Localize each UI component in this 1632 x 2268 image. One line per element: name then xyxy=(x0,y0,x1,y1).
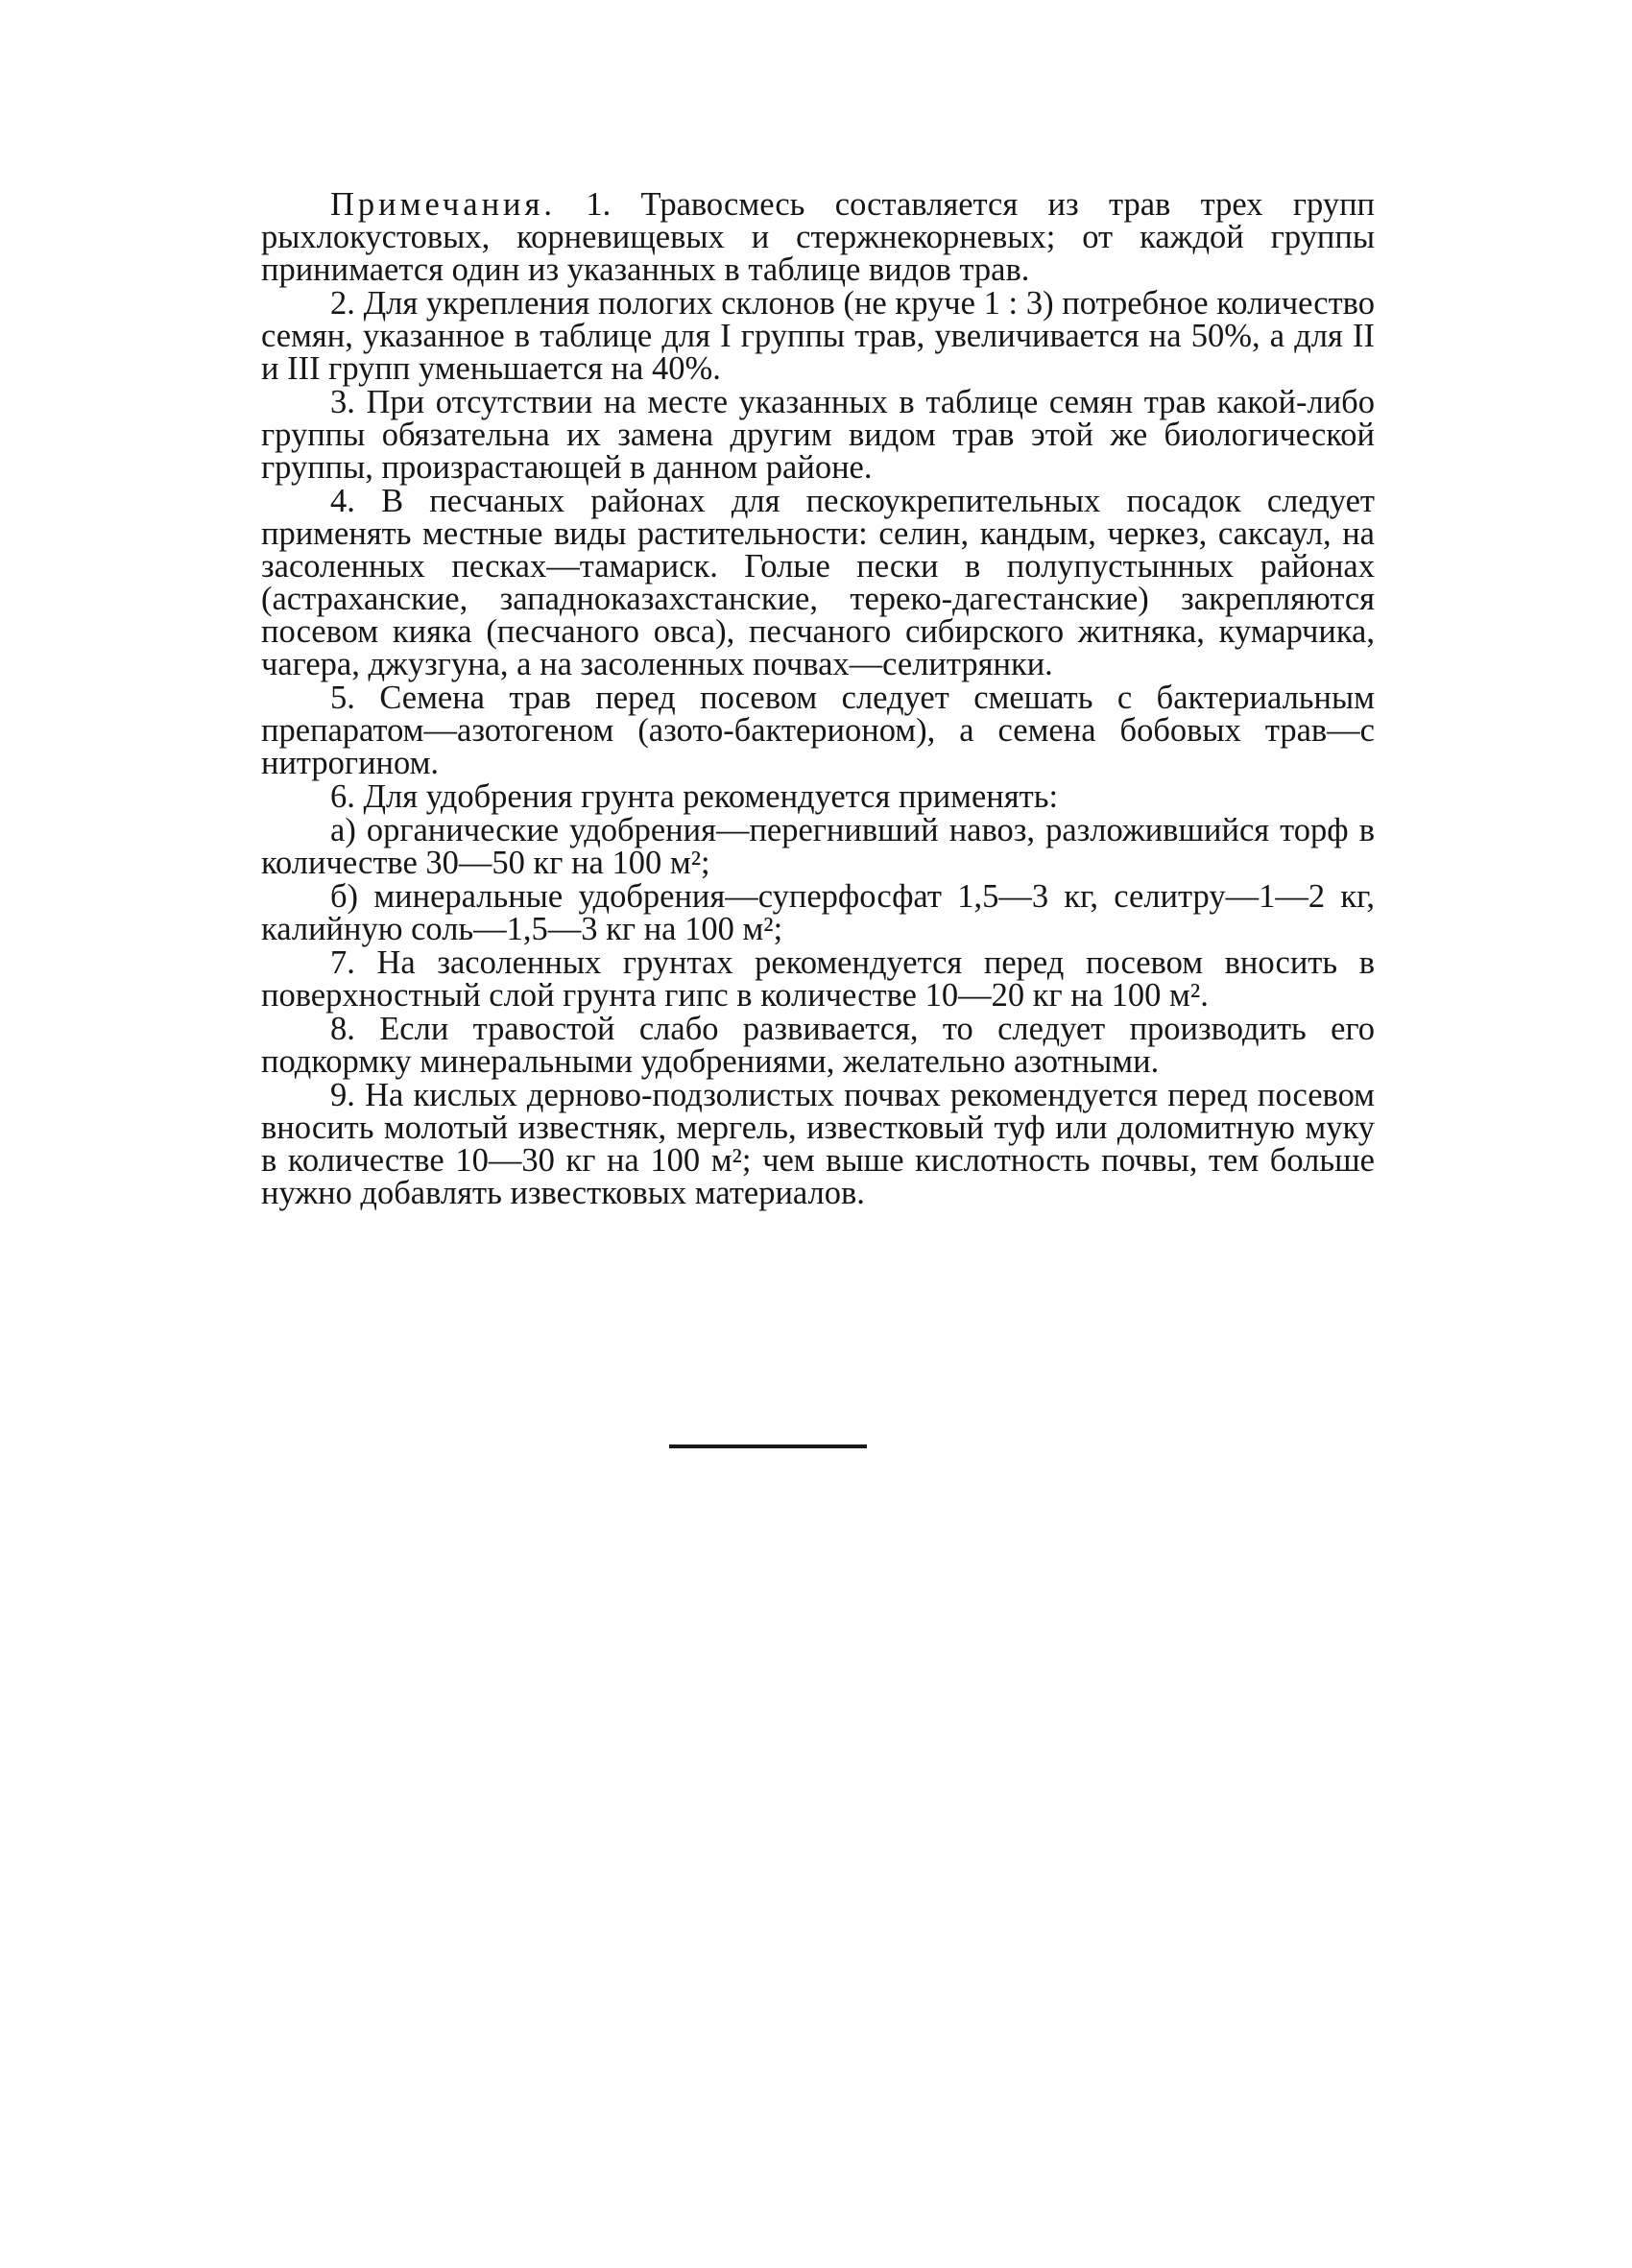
note-3: 3. При отсутствии на месте указанных в таблице семян трав какой-либо группы обязательна их замена другим видом трав этой же биологической группы, произрастающей в данном районе. xyxy=(261,384,1375,486)
notes-block xyxy=(261,188,1375,1210)
note-9: 9. На кислых дерново-подзолистых почвах рекомендуется перед посевом вносить молотый известняк, мергель, известковый туф или доломитную муку в количестве 10—30 кг на 100 м²; чем выше кислотность почвы, тем больше нужно добавлять известковых материалов. xyxy=(261,1077,1375,1211)
note-6a: а) органические удобрения—перегнивший навоз, разложившийся торф в количестве 30—50 кг на 100 м²; xyxy=(261,812,1375,881)
notes-heading: Примечания. xyxy=(330,186,556,223)
note-6b: б) минеральные удобрения—суперфосфат 1,5—3 кг, селитру—1—2 кг, калийную соль—1,5—3 кг на 100 м²; xyxy=(261,878,1375,947)
note-2: 2. Для укрепления пологих склонов (не круче 1 : 3) потребное количество семян, указанное в таблице для I группы трав, увеличивается на 50%, а для II и III групп уменьшается на 40%. xyxy=(261,285,1375,387)
note-4: 4. В песчаных районах для пескоукрепительных посадок следует применять местные виды растительности: селин, кандым, черкез, саксаул, на засоленных песках—тамариск. Голые пески в полупустынных районах (астраханские, западноказахстанские, тереко-дагестанские) закрепляются посевом кияка (песчаного овса), песчаного сибирского житняка, кумарчика, чагера, джузгуна, а на засоленных почвах—селитрянки. xyxy=(261,483,1375,682)
note-7: 7. На засоленных грунтах рекомендуется перед посевом вносить в поверхностный слой грунта гипс в количестве 10—20 кг на 100 м². xyxy=(261,944,1375,1014)
note-6: 6. Для удобрения грунта рекомендуется применять: xyxy=(330,778,1059,815)
note-1 xyxy=(261,188,1375,286)
note-1-text: 1. Травосмесь составляется из трав трех групп рыхлокустовых, корневищевых и стержнекорневых; от каждой группы принимается один из указанных в таблице видов трав. xyxy=(261,186,1375,288)
note-8: 8. Если травостой слабо развивается, то следует производить его подкормку минеральными удобрениями, желательно азотными. xyxy=(261,1011,1375,1080)
note-5: 5. Семена трав перед посевом следует смешать с бактериальным препаратом—азотогеном (азото-бактерионом), а семена бобовых трав—с нитрогином. xyxy=(261,680,1375,781)
section-end-rule xyxy=(669,1444,867,1448)
